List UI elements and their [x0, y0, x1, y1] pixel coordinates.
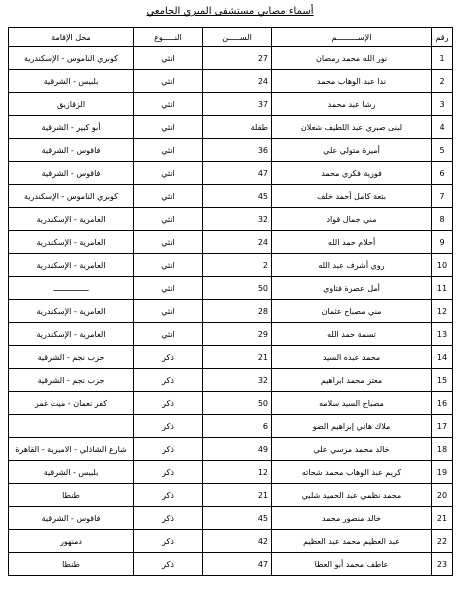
row-number: 4 [432, 116, 453, 139]
row-gender: انثي [134, 116, 203, 139]
row-gender: انثي [134, 208, 203, 231]
table-row [9, 208, 453, 231]
row-number: 13 [432, 323, 453, 346]
table-row [9, 553, 453, 576]
table-row [9, 70, 453, 93]
table-row [9, 346, 453, 369]
row-number: 6 [432, 162, 453, 185]
row-name: أميرة متولي علي [272, 139, 432, 162]
injured-table [8, 27, 453, 576]
row-number: 18 [432, 438, 453, 461]
table-row [9, 369, 453, 392]
row-residence: حزب نجم - الشرقية [9, 346, 134, 369]
row-name: مني جمال فواد [272, 208, 432, 231]
row-gender: ذكر [134, 530, 203, 553]
table-body [9, 47, 453, 576]
row-residence: بلبيس - الشرقية [9, 461, 134, 484]
row-age: 24 [203, 70, 272, 93]
table-row [9, 231, 453, 254]
row-name: تسمة حمد الله [272, 323, 432, 346]
row-age: 21 [203, 346, 272, 369]
row-gender: ذكر [134, 507, 203, 530]
table-row [9, 484, 453, 507]
row-number: 12 [432, 300, 453, 323]
row-gender: ذكر [134, 415, 203, 438]
row-gender: ذكر [134, 438, 203, 461]
row-residence: العامرية - الإسكندرية [9, 323, 134, 346]
row-number: 10 [432, 254, 453, 277]
row-age: 2 [203, 254, 272, 277]
header-num: رقم [432, 28, 453, 47]
row-number: 21 [432, 507, 453, 530]
row-number: 1 [432, 47, 453, 70]
row-residence: العامرية - الإسكندرية [9, 254, 134, 277]
table-row [9, 47, 453, 70]
table-row [9, 162, 453, 185]
row-age: 49 [203, 438, 272, 461]
row-residence: دمنهور [9, 530, 134, 553]
row-age: 12 [203, 461, 272, 484]
row-age: 28 [203, 300, 272, 323]
row-gender: انثي [134, 47, 203, 70]
table-row [9, 507, 453, 530]
table-row [9, 254, 453, 277]
row-age: 27 [203, 47, 272, 70]
header-residence: محل الإقامة [9, 28, 134, 47]
table-row [9, 277, 453, 300]
table-row [9, 139, 453, 162]
row-residence: العامرية - الإسكندرية [9, 208, 134, 231]
row-gender: ذكر [134, 369, 203, 392]
row-name: نور الله محمد رمضان [272, 47, 432, 70]
row-name: خالد منصور محمد [272, 507, 432, 530]
row-residence: فاقوس - الشرقية [9, 139, 134, 162]
row-name: روي أشرف عبد الله [272, 254, 432, 277]
row-age: 50 [203, 277, 272, 300]
row-number: 11 [432, 277, 453, 300]
row-age: 42 [203, 530, 272, 553]
row-name: خالد محمد مرسي علي [272, 438, 432, 461]
row-name: لبنى صبري عبد اللطيف شعلان [272, 116, 432, 139]
row-residence: كفر نعمان - ميت غمر [9, 392, 134, 415]
row-name: مصباح السيد سلامه [272, 392, 432, 415]
row-number: 16 [432, 392, 453, 415]
row-number: 20 [432, 484, 453, 507]
row-gender: ذكر [134, 346, 203, 369]
row-gender: انثي [134, 323, 203, 346]
row-gender: انثي [134, 231, 203, 254]
row-number: 7 [432, 185, 453, 208]
row-residence: العامرية - الإسكندرية [9, 231, 134, 254]
row-name: ملاك هاني إبراهيم الضو [272, 415, 432, 438]
row-residence: فاقوس - الشرقية [9, 507, 134, 530]
row-age: 50 [203, 392, 272, 415]
row-residence: العامرية - الإسكندرية [9, 300, 134, 323]
row-name: بتعة كامل أحمد خلف [272, 185, 432, 208]
row-residence: أبو كبير - الشرقية [9, 116, 134, 139]
row-name: كريم عبد الوهاب محمد شحاته [272, 461, 432, 484]
table-row [9, 461, 453, 484]
row-residence: طنطا [9, 553, 134, 576]
header-name: الإســـــــــم [272, 28, 432, 47]
row-name: محمد عبده السيد [272, 346, 432, 369]
row-gender: انثي [134, 139, 203, 162]
row-age: 45 [203, 185, 272, 208]
row-number: 17 [432, 415, 453, 438]
row-age: 37 [203, 93, 272, 116]
row-residence: ـــــــــــــــ [9, 277, 134, 300]
row-number: 19 [432, 461, 453, 484]
row-residence: فاقوس - الشرقية [9, 162, 134, 185]
row-age: 24 [203, 231, 272, 254]
row-residence: بلبيس - الشرقية [9, 70, 134, 93]
row-age: 21 [203, 484, 272, 507]
row-number: 9 [432, 231, 453, 254]
header-gender: النـــــوع [134, 28, 203, 47]
row-residence: الزقازيق [9, 93, 134, 116]
row-residence: كوبري الناموس - الإسكندرية [9, 185, 134, 208]
row-number: 5 [432, 139, 453, 162]
row-name: ندا عبد الوهاب محمد [272, 70, 432, 93]
table-row [9, 300, 453, 323]
row-number: 3 [432, 93, 453, 116]
row-name: مني مصباح عثمان [272, 300, 432, 323]
row-name: أمل عصرة فتاوي [272, 277, 432, 300]
row-gender: ذكر [134, 392, 203, 415]
row-age: 32 [203, 369, 272, 392]
table-header-row [9, 28, 453, 47]
row-residence: طنطا [9, 484, 134, 507]
row-gender: ذكر [134, 461, 203, 484]
row-residence: شارع الشاذلي - الاميرية - القاهرة [9, 438, 134, 461]
row-age: 36 [203, 139, 272, 162]
row-name: معتز محمد ابراهيم [272, 369, 432, 392]
row-gender: انثي [134, 254, 203, 277]
table-row [9, 323, 453, 346]
table-row [9, 392, 453, 415]
row-number: 22 [432, 530, 453, 553]
row-gender: ذكر [134, 484, 203, 507]
row-gender: انثي [134, 185, 203, 208]
row-age: 6 [203, 415, 272, 438]
row-gender: انثي [134, 300, 203, 323]
table-row [9, 530, 453, 553]
row-name: أحلام حمد الله [272, 231, 432, 254]
row-age: 29 [203, 323, 272, 346]
row-name: عاطف محمد أبو العطا [272, 553, 432, 576]
row-residence: كوبري الناموس - الإسكندرية [9, 47, 134, 70]
row-residence: حزب نجم - الشرقية [9, 369, 134, 392]
row-number: 15 [432, 369, 453, 392]
row-number: 14 [432, 346, 453, 369]
row-name: رشا عبد محمد [272, 93, 432, 116]
row-name: محمد نظمي عبد الحميد شلبي [272, 484, 432, 507]
table-row [9, 116, 453, 139]
row-number: 8 [432, 208, 453, 231]
row-age: طفلة [203, 116, 272, 139]
row-age: 45 [203, 507, 272, 530]
row-name: فوزية فكري محمد [272, 162, 432, 185]
row-gender: ذكر [134, 553, 203, 576]
row-name: عبد العظيم محمد عبد العظيم [272, 530, 432, 553]
table-row [9, 415, 453, 438]
header-age: الســـــن [203, 28, 272, 47]
row-gender: انثي [134, 162, 203, 185]
row-residence [9, 415, 134, 438]
table-row [9, 438, 453, 461]
row-age: 47 [203, 162, 272, 185]
row-gender: انثي [134, 70, 203, 93]
row-age: 47 [203, 553, 272, 576]
row-number: 2 [432, 70, 453, 93]
row-number: 23 [432, 553, 453, 576]
table-row [9, 93, 453, 116]
row-gender: انثي [134, 93, 203, 116]
row-age: 32 [203, 208, 272, 231]
document-title: أسماء مصابي مستشفى الميري الجامعي [146, 6, 314, 17]
table-row [9, 185, 453, 208]
row-gender: انثي [134, 277, 203, 300]
